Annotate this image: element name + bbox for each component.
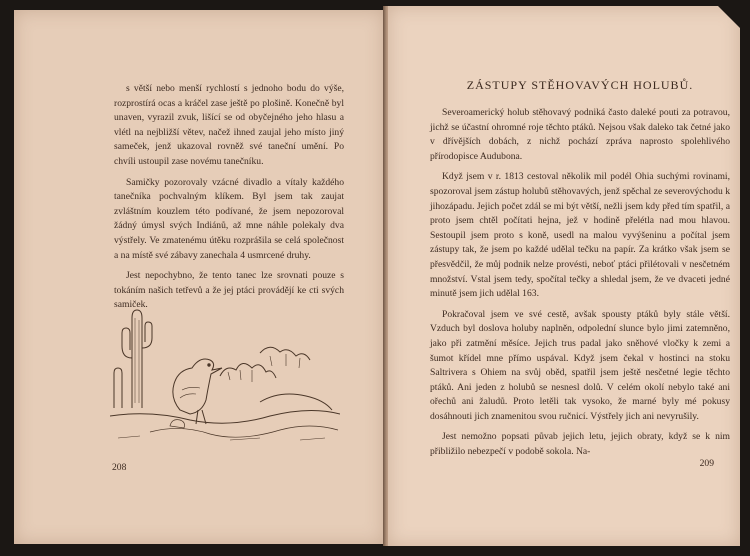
right-page xyxy=(388,6,740,546)
chapter-title: ZÁSTUPY STĚHOVAVÝCH HOLUBŮ. xyxy=(466,78,694,92)
right-page-text xyxy=(430,106,730,466)
page-corner xyxy=(718,6,740,28)
left-page xyxy=(14,10,384,544)
left-page-text xyxy=(114,82,344,319)
right-paragraph-3: Pokračoval jsem ve své cestě, avšak spousty ptáků byly stále větší. Vzduch byl doslova holuby naplněn, odpolední slunce bylo jimi zatemněno, jako při zatmění měsíce. Jejich trus padal jako sněhové vločky k zemi a šumot křídel mne přímo uspával. Když jsem čekal v hostinci na stoku Saltrivera s Ohiem na svůj oběd, spatřil jsem ještě nesčetné legie těchto ptáků. Ani jeden z holubů se nesnesl dolů. V celém okolí nebylo také ani ořechů ani žaludů. Proto letěli tak vysoko, že marné byly mé pokusy dosáhnouti jich znamenitou svou ručnicí. Výstřely jich ani nevyrušily. xyxy=(430,308,730,422)
right-paragraph-1: Severoamerický holub stěhovavý podniká často daleké pouti za potravou, jichž se účastní ohromné roje těchto ptáků. Nejsou však daleko tak četné jako v dřívějších dobách, z nichž pochází zpráva naprosto spolehlivého přírodopisce Audubona. xyxy=(430,107,730,162)
right-paragraph-2: Když jsem v r. 1813 cestoval několik mil podél Ohia suchými rovinami, spozoroval jsem zástup holubů stěhovavých, jenž spěchal ze severovýchodu k jihozápadu. Jejich počet zdál se mi být větší, nežli jsem kdy před tím spatřil, a proto jsem chtěl počítati hejna, jež v hodině přelétla nad mou hlavou. Sestoupil jsem proto s koně, usedl na malou vyvýšeninu a počítal jsem zástupy tak, že jsem po každé udělal tečku na papír. Za krátko však jsem se přesvědčil, že můj podnik nelze provésti, neboť ptáci přilétovali v nesčetném množství. Vstal jsem tedy, spočítal tečky a shledal jsem, že ve dvaceti jedné minutě jsem jich udělal 163. xyxy=(430,171,730,300)
left-paragraph-1: s větší nebo menší rychlostí s jednoho bodu do výše, rozprostírá ocas a kráčel zase ještě po plošině. Konečně byl unaven, vyrazil zvuk, lišící se od obyčejného jeho hlasu a vlétl na nejbližší větev, načež ihned zaujal jeho místo jiný sameček, jenž ukazoval rovněž své taneční umění. Po chvíli ustoupil zase novému tanečníku. xyxy=(114,83,344,167)
page-number: 208 xyxy=(112,462,127,473)
page-number: 209 xyxy=(699,458,714,469)
right-paragraph-4: Jest nemožno popsati půvab jejich letu, jejich obraty, když se k nim přibližilo nebezpečí v podobě sokola. Na- xyxy=(430,431,730,458)
desert-bird-illustration xyxy=(110,298,340,446)
left-paragraph-3: Jest nepochybno, že tento tanec lze srovnati pouze s tokáním našich tetřevů a že jej ptáci provádějí ke cti svých samiček. xyxy=(114,270,344,311)
left-paragraph-2: Samičky pozorovaly vzácné divadlo a vítaly každého tanečníka pochvalným klíkem. Byl jsem tak zaujat zvláštním kouzlem této podívané, že jsem nepozoroval žádný úmysl svých Indiánů, až mne náhle polekaly dva výstřely. Ve zmatenému útěku rozprášila se celá společnost a na místě své zábavy zanechala 4 usmrcené druhy. xyxy=(114,176,344,261)
